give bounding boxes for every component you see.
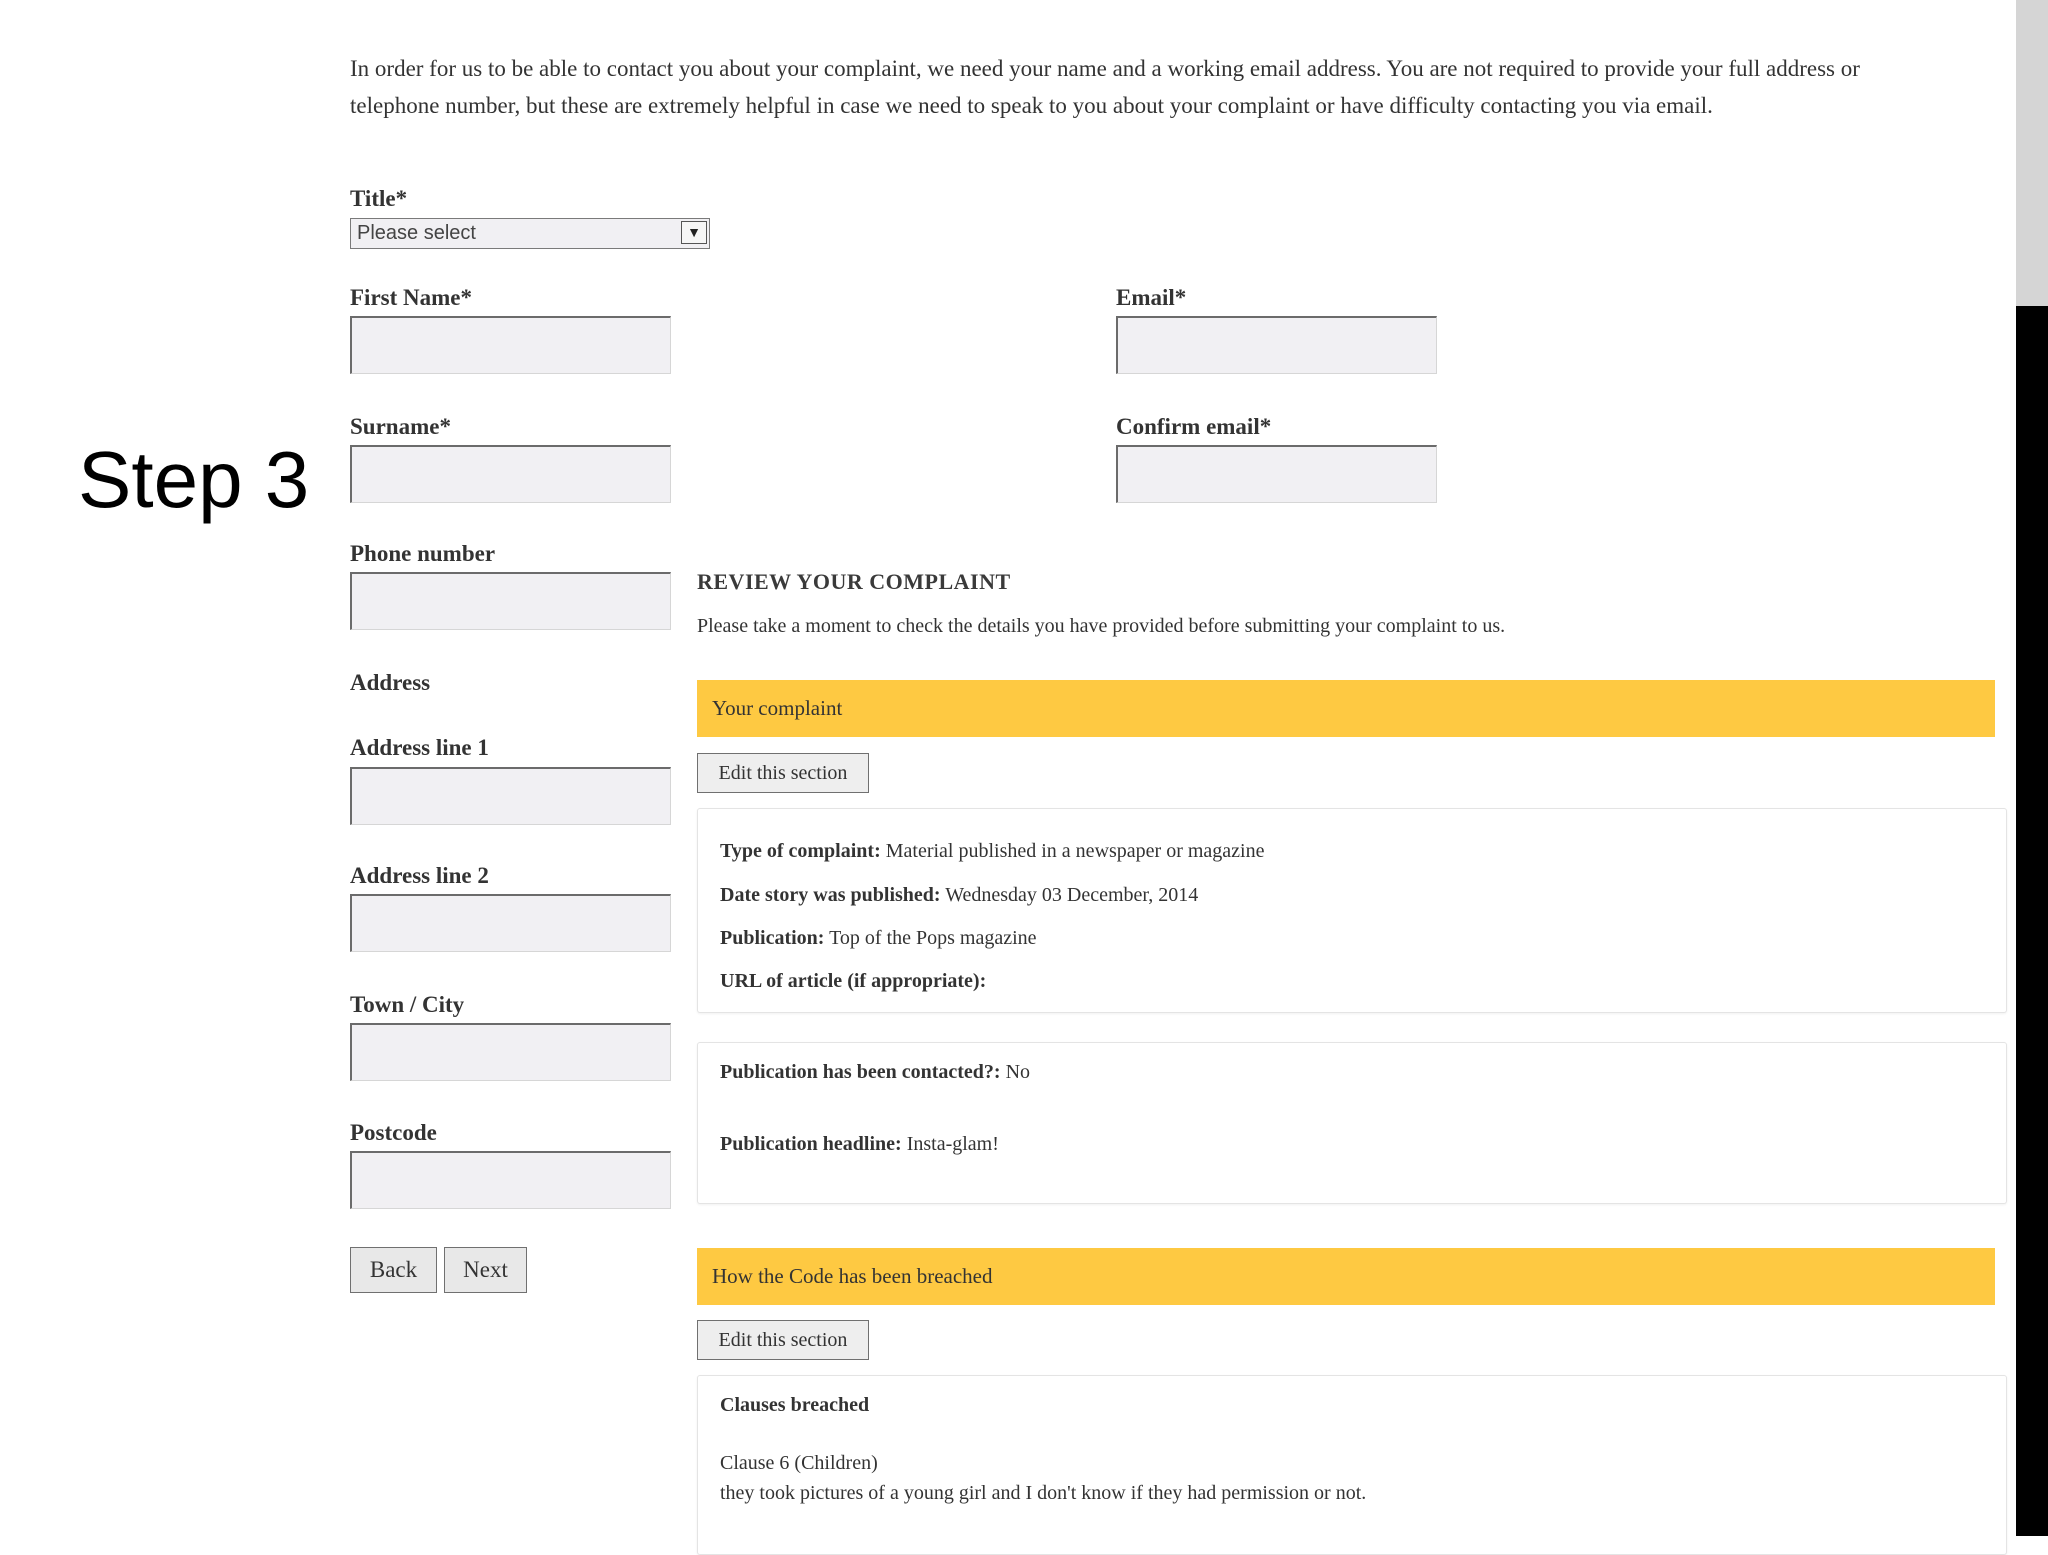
url-label: URL of article (if appropriate): xyxy=(720,970,987,992)
scroll-thumb[interactable] xyxy=(2016,0,2048,306)
address-line1-label: Address line 1 xyxy=(350,735,489,760)
surname-input[interactable] xyxy=(350,445,671,503)
publication-contact-card xyxy=(697,1042,2007,1204)
email-input[interactable] xyxy=(1116,316,1437,374)
address-line2-input[interactable] xyxy=(350,894,671,952)
type-of-complaint-label: Type of complaint: xyxy=(720,840,881,862)
date-published-value: Wednesday 03 December, 2014 xyxy=(945,884,1199,906)
phone-input[interactable] xyxy=(350,572,671,630)
publication-contacted-row xyxy=(720,1061,1030,1084)
step-label: Step 3 xyxy=(78,435,310,524)
phone-label: Phone number xyxy=(350,541,496,566)
confirm-email-input[interactable] xyxy=(1116,445,1437,503)
confirm-email-label: Confirm email* xyxy=(1116,414,1272,439)
section-header-your-complaint: Your complaint xyxy=(697,680,1995,737)
publication-headline-row xyxy=(720,1133,999,1156)
edit-code-breached-button[interactable]: Edit this section xyxy=(697,1320,869,1360)
section-header-code-breached: How the Code has been breached xyxy=(697,1248,1995,1305)
edit-your-complaint-button[interactable]: Edit this section xyxy=(697,753,869,793)
publication-headline-value: Insta-glam! xyxy=(906,1133,999,1155)
address-line2-label: Address line 2 xyxy=(350,863,489,888)
postcode-input[interactable] xyxy=(350,1151,671,1209)
review-title: REVIEW YOUR COMPLAINT xyxy=(697,569,1011,594)
clause-item: Clause 6 (Children) xyxy=(720,1452,878,1474)
scrollbar[interactable] xyxy=(2016,0,2048,1536)
surname-label: Surname* xyxy=(350,414,451,439)
address-heading: Address xyxy=(350,670,431,695)
publication-headline-label: Publication headline: xyxy=(720,1133,902,1155)
intro-text: In order for us to be able to contact you about your complaint, we need your name and a working email address. You are not required to provide your full address or telephone number, but these are extremely helpful in case we need to speak to you about your complaint or have difficulty contacting you via email. xyxy=(350,56,1860,118)
publication-contacted-label: Publication has been contacted?: xyxy=(720,1061,1001,1083)
clauses-breached-heading: Clauses breached xyxy=(720,1394,870,1416)
next-button[interactable]: Next xyxy=(444,1247,527,1293)
title-select-value: Please select xyxy=(357,222,476,244)
title-select[interactable] xyxy=(350,218,710,249)
publication-row xyxy=(720,927,1037,950)
title-label: Title* xyxy=(350,186,408,211)
first-name-input[interactable] xyxy=(350,316,671,374)
complaint-details-card xyxy=(697,808,2007,1013)
town-city-input[interactable] xyxy=(350,1023,671,1081)
publication-label: Publication: xyxy=(720,927,825,949)
review-subtitle: Please take a moment to check the details you have provided before submitting your complaint to us. xyxy=(697,615,1506,637)
address-line1-input[interactable] xyxy=(350,767,671,825)
town-city-label: Town / City xyxy=(350,992,465,1017)
url-row xyxy=(720,970,986,993)
type-of-complaint-value: Material published in a newspaper or magazine xyxy=(885,840,1265,862)
back-button[interactable]: Back xyxy=(350,1247,437,1293)
email-label: Email* xyxy=(1116,285,1187,310)
chevron-down-icon[interactable]: ▼ xyxy=(681,221,707,244)
publication-value: Top of the Pops magazine xyxy=(829,927,1037,949)
date-published-label: Date story was published: xyxy=(720,884,941,906)
date-published-row xyxy=(720,884,1198,907)
postcode-label: Postcode xyxy=(350,1120,437,1145)
clauses-breached-card xyxy=(697,1375,2007,1555)
clause-description: they took pictures of a young girl and I don't know if they had permission or not. xyxy=(720,1482,1367,1504)
publication-contacted-value: No xyxy=(1005,1061,1031,1083)
first-name-label: First Name* xyxy=(350,285,472,310)
type-of-complaint-row xyxy=(720,840,1264,863)
